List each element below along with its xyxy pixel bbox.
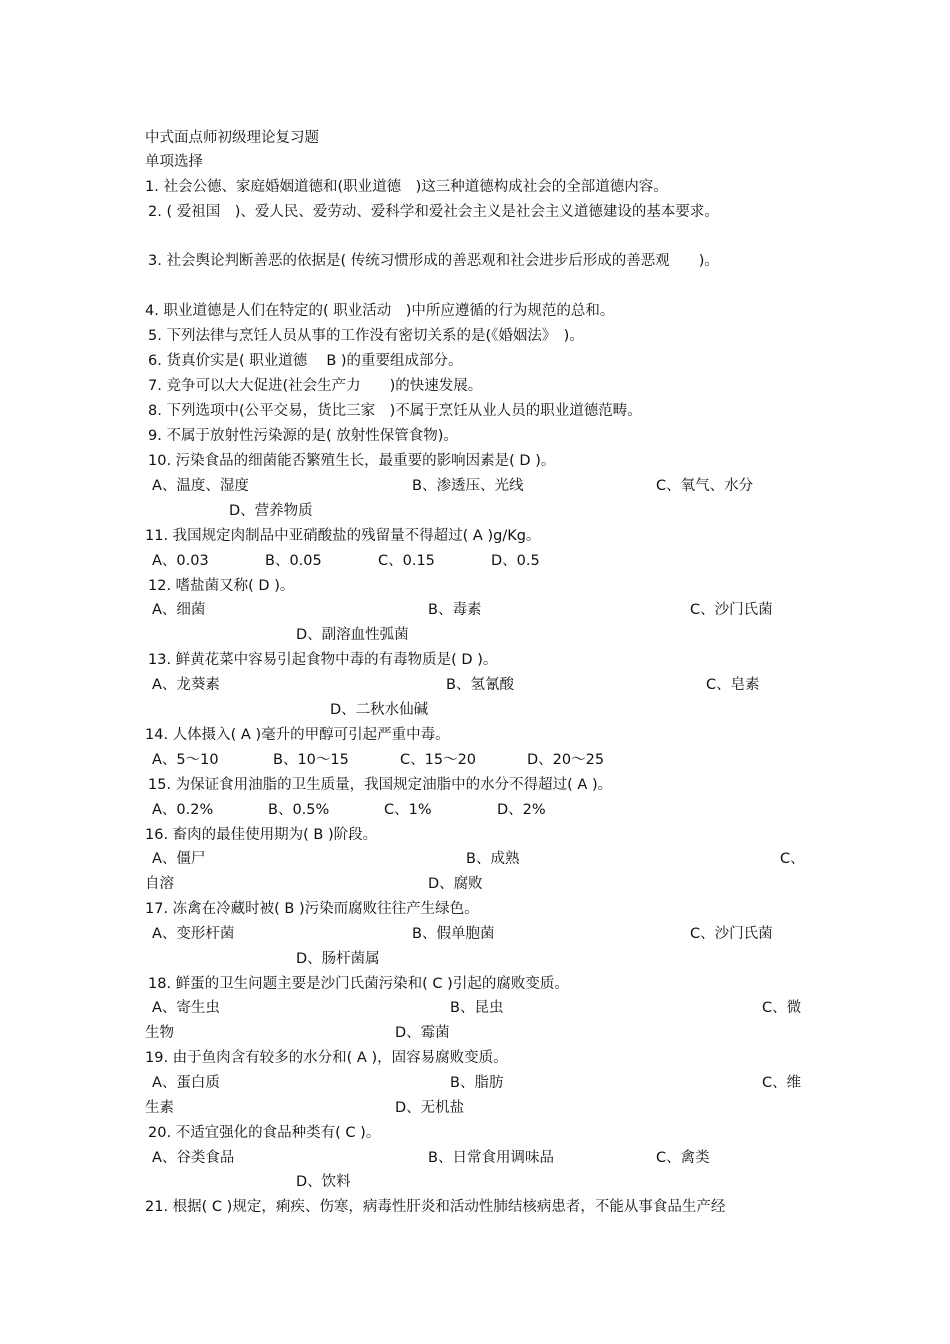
- question-6: 6. 货真价实是( 职业道德 B )的重要组成部分。: [148, 353, 463, 369]
- question-3: 3. 社会舆论判断善恶的依据是( 传统习惯形成的善恶观和社会进步后形成的善恶观 )。: [148, 253, 719, 269]
- q19-option-a: A、蛋白质: [152, 1075, 220, 1091]
- q14-option-a: A、5～10: [152, 752, 219, 768]
- question-17: 17. 冻禽在冷藏时被( B )污染而腐败往往产生绿色。: [145, 901, 479, 917]
- q11-option-a: A、0.03: [152, 553, 209, 569]
- q14-option-b: B、10～15: [273, 752, 349, 768]
- q13-option-c: C、皂素: [706, 677, 760, 693]
- q12-option-d: D、副溶血性弧菌: [296, 627, 409, 643]
- q12-option-a: A、细菌: [152, 602, 206, 618]
- q17-option-b: B、假单胞菌: [412, 926, 495, 942]
- q20-option-a: A、谷类食品: [152, 1150, 235, 1166]
- question-10: 10. 污染食品的细菌能否繁殖生长，最重要的影响因素是( D )。: [148, 453, 556, 469]
- q15-option-c: C、1%: [384, 802, 432, 818]
- question-5: 5. 下列法律与烹饪人员从事的工作没有密切关系的是(《婚姻法》 )。: [148, 328, 584, 344]
- question-9: 9. 不属于放射性污染源的是( 放射性保管食物)。: [148, 428, 458, 444]
- q11-option-d: D、0.5: [491, 553, 540, 569]
- question-7: 7. 竞争可以大大促进(社会生产力 )的快速发展。: [148, 378, 483, 394]
- q18-option-c: C、微: [762, 1000, 802, 1016]
- question-14: 14. 人体摄入( A )毫升的甲醇可引起严重中毒。: [145, 727, 450, 743]
- question-1: 1. 社会公德、家庭婚姻道德和(职业道德 )这三种道德构成社会的全部道德内容。: [145, 179, 668, 195]
- question-12: 12. 嗜盐菌又称( D )。: [148, 578, 295, 594]
- q12-option-b: B、毒素: [428, 602, 482, 618]
- q16-option-a: A、僵尸: [152, 851, 206, 867]
- q11-option-b: B、0.05: [265, 553, 322, 569]
- q15-option-a: A、0.2%: [152, 802, 214, 818]
- question-16: 16. 畜肉的最佳使用期为( B )阶段。: [145, 827, 378, 843]
- q18-option-c-wrap: 生物: [145, 1025, 174, 1041]
- question-4: 4. 职业道德是人们在特定的( 职业活动 )中所应遵循的行为规范的总和。: [145, 303, 615, 319]
- q16-option-c-wrap: 自溶: [145, 876, 174, 892]
- question-8: 8. 下列选项中(公平交易，货比三家 )不属于烹饪从业人员的职业道德范畴。: [148, 403, 642, 419]
- question-21: 21. 根据( C )规定，痢疾、伤寒，病毒性肝炎和活动性肺结核病患者，不能从事食品生产经: [145, 1199, 726, 1215]
- q16-option-d: D、腐败: [428, 876, 483, 892]
- q17-option-d: D、肠杆菌属: [296, 951, 380, 967]
- question-15: 15. 为保证食用油脂的卫生质量，我国规定油脂中的水分不得超过( A )。: [148, 777, 613, 793]
- question-18: 18. 鲜蛋的卫生问题主要是沙门氏菌污染和( C )引起的腐败变质。: [148, 976, 569, 992]
- q13-option-a: A、龙葵素: [152, 677, 220, 693]
- q18-option-b: B、昆虫: [450, 1000, 504, 1016]
- question-13: 13. 鲜黄花菜中容易引起食物中毒的有毒物质是( D )。: [148, 652, 498, 668]
- q14-option-d: D、20～25: [527, 752, 605, 768]
- q11-option-c: C、0.15: [378, 553, 435, 569]
- question-11: 11. 我国规定肉制品中亚硝酸盐的残留量不得超过( A )g/Kg。: [145, 528, 541, 544]
- q19-option-c-wrap: 生素: [145, 1100, 174, 1116]
- q15-option-d: D、2%: [497, 802, 546, 818]
- q19-option-c: C、维: [762, 1075, 802, 1091]
- q20-option-d: D、饮料: [296, 1174, 351, 1190]
- question-19: 19. 由于鱼肉含有较多的水分和( A )，固容易腐败变质。: [145, 1050, 508, 1066]
- q17-option-c: C、沙门氏菌: [690, 926, 773, 942]
- q16-option-c: C、: [780, 851, 805, 867]
- section-heading: 单项选择: [145, 154, 203, 170]
- q20-option-b: B、日常食用调味品: [428, 1150, 554, 1166]
- q19-option-d: D、无机盐: [395, 1100, 465, 1116]
- document-title: 中式面点师初级理论复习题: [145, 130, 319, 146]
- q12-option-c: C、沙门氏菌: [690, 602, 773, 618]
- q10-option-b: B、渗透压、光线: [412, 478, 524, 494]
- question-2: 2. ( 爱祖国 )、爱人民、爱劳动、爱科学和爱社会主义是社会主义道德建设的基本要求。: [148, 204, 719, 220]
- q10-option-c: C、氧气、水分: [656, 478, 754, 494]
- q15-option-b: B、0.5%: [268, 802, 330, 818]
- q19-option-b: B、脂肪: [450, 1075, 504, 1091]
- q13-option-b: B、氢氰酸: [446, 677, 514, 693]
- q18-option-a: A、寄生虫: [152, 1000, 220, 1016]
- q16-option-b: B、成熟: [466, 851, 520, 867]
- q14-option-c: C、15～20: [400, 752, 477, 768]
- q10-option-a: A、温度、湿度: [152, 478, 249, 494]
- q10-option-d: D、营养物质: [229, 503, 313, 519]
- q20-option-c: C、禽类: [656, 1150, 710, 1166]
- q18-option-d: D、霉菌: [395, 1025, 450, 1041]
- q13-option-d: D、二秋水仙碱: [330, 702, 429, 718]
- question-20: 20. 不适宜强化的食品种类有( C )。: [148, 1125, 381, 1141]
- q17-option-a: A、变形杆菌: [152, 926, 235, 942]
